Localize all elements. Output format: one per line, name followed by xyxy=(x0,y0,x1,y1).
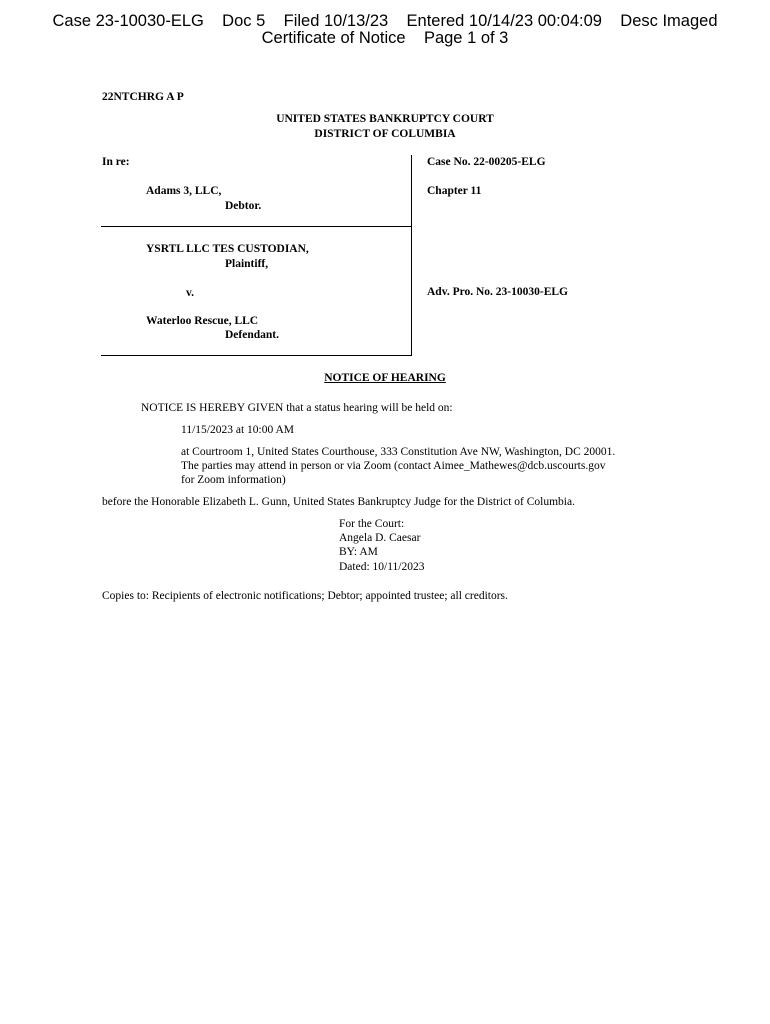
caption-vertical-rule xyxy=(411,155,412,356)
caption-divider xyxy=(101,226,412,227)
for-the-court: For the Court: xyxy=(339,518,405,530)
court-name: UNITED STATES BANKRUPTCY COURT xyxy=(276,113,494,125)
defendant-name: Waterloo Rescue, LLC xyxy=(146,315,259,327)
filing-stamp-line-2: Certificate of Notice Page 1 of 3 xyxy=(261,29,509,47)
chapter: Chapter 11 xyxy=(427,185,482,197)
case-number: Case No. 22-00205-ELG xyxy=(427,156,546,168)
plaintiff-role: Plaintiff, xyxy=(225,258,269,270)
copies-to: Copies to: Recipients of electronic notifications; Debtor; appointed trustee; all creditors. xyxy=(102,590,508,602)
notice-intro: NOTICE IS HEREBY GIVEN that a status hearing will be held on: xyxy=(141,402,453,414)
clerk-name: Angela D. Caesar xyxy=(339,532,421,544)
debtor-name: Adams 3, LLC, xyxy=(146,185,222,197)
form-code: 22NTCHRG A P xyxy=(102,91,184,103)
debtor-role: Debtor. xyxy=(225,200,262,212)
judge-statement: before the Honorable Elizabeth L. Gunn, United States Bankruptcy Judge for the District of Columbia. xyxy=(102,496,575,508)
date-signed: Dated: 10/11/2023 xyxy=(339,561,425,573)
defendant-role: Defendant. xyxy=(225,329,279,341)
in-re-label: In re: xyxy=(102,156,130,168)
versus-label: v. xyxy=(186,287,194,299)
caption-bottom-rule xyxy=(101,355,412,356)
plaintiff-name: YSRTL LLC TES CUSTODIAN, xyxy=(146,243,309,255)
notice-title: NOTICE OF HEARING xyxy=(324,372,446,384)
adversary-proceeding-number: Adv. Pro. No. 23-10030-ELG xyxy=(427,286,568,298)
court-district: DISTRICT OF COLUMBIA xyxy=(314,128,456,140)
filing-stamp-line-1: Case 23-10030-ELG Doc 5 Filed 10/13/23 Entered 10/14/23 00:04:09 Desc Imaged xyxy=(52,12,718,30)
hearing-location: at Courtroom 1, United States Courthouse, 333 Constitution Ave NW, Washington, DC 20001. The parties may attend in person or via Zoom (contact Aimee_Mathewes@dcb.uscourts.gov for Zoom information) xyxy=(181,446,616,486)
hearing-datetime: 11/15/2023 at 10:00 AM xyxy=(181,424,294,436)
signed-by: BY: AM xyxy=(339,546,378,558)
